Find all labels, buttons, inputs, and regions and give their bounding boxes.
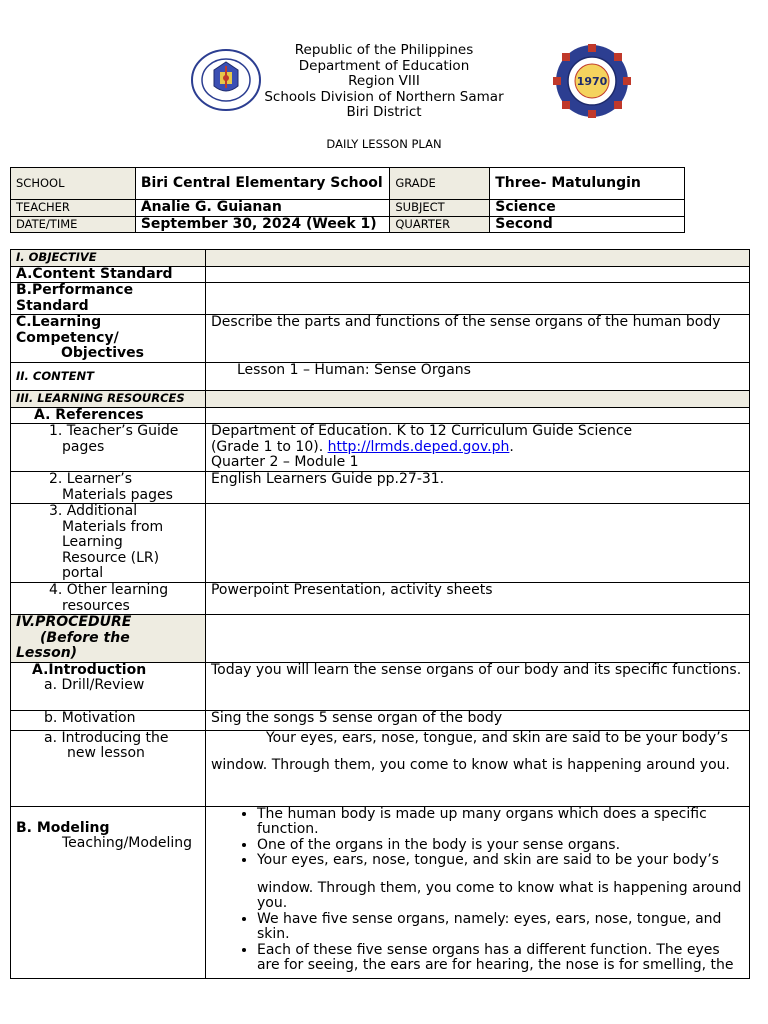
modeling-bullet: • Your eyes, ears, nose, tongue, and skin are said to be your body’s window. Through them, you come to know what is happening around you. [257,853,744,912]
header-line-department: Department of Education [298,57,470,74]
new-lesson-label: a. Introducing the new lesson [11,730,206,806]
objective-value [205,250,749,267]
content-value: Lesson 1 – Human: Sense Organs [205,363,749,391]
school-label: SCHOOL [11,168,136,200]
additional-materials-label: 3. Additional Materials from Learning Resource (LR) portal [11,504,206,583]
performance-standard-label: B.Performance Standard [11,283,206,315]
header-line-division: Schools Division of Northern Samar [264,88,504,105]
introduction-value: Today you will learn the sense organs of our body and its specific functions. [205,662,749,710]
teachers-guide-label: 1. Teacher’s Guide pages [11,424,206,472]
learning-resources-heading: III. LEARNING RESOURCES [11,391,206,408]
teachers-guide-value: Department of Education. K to 12 Curriculum Guide Science (Grade 1 to 10). http://lrmds.deped.gov.ph. Quarter 2 – Module 1 [205,424,749,472]
content-standard-value [205,266,749,283]
grade-label: GRADE [390,168,490,200]
content-heading: II. CONTENT [11,363,206,391]
seal-year: 1970 [576,75,608,88]
other-resources-label: 4. Other learning resources [11,583,206,615]
additional-materials-value [205,504,749,583]
document-header [0,43,768,121]
references-value [205,407,749,424]
learning-resources-value [205,391,749,408]
teacher-label: TEACHER [11,200,136,217]
performance-standard-value [205,283,749,315]
lesson-plan-table [10,249,750,979]
modeling-bullet: • One of the organs in the body is your sense organs. [257,838,744,854]
grade-value: Three- Matulungin [490,168,685,200]
school-value: Biri Central Elementary School [135,168,390,200]
info-table [10,167,685,233]
subject-value: Science [490,200,685,217]
teacher-value: Analie G. Guianan [135,200,390,217]
motivation-value: Sing the songs 5 sense organ of the body [205,710,749,730]
document-title: DAILY LESSON PLAN [326,137,442,151]
modeling-value [205,806,749,978]
modeling-bullet: • Each of these five sense organs has a different function. The eyes are for seeing, the ears are for hearing, the nose is for smelling, the [257,943,744,974]
quarter-value: Second [490,216,685,233]
datetime-label: DATE/TIME [11,216,136,233]
header-line-country: Republic of the Philippines [294,42,474,58]
objective-heading: I. OBJECTIVE [11,250,206,267]
header-line-region: Region VIII [348,73,420,89]
modeling-bullet: • The human body is made up many organs which does a specific function. [257,807,744,838]
lrmds-link[interactable]: http://lrmds.deped.gov.ph [327,438,510,455]
content-standard-label: A.Content Standard [11,266,206,283]
datetime-value: September 30, 2024 (Week 1) [135,216,390,233]
references-label: A. References [11,407,206,424]
learners-materials-label: 2. Learner’s Materials pages [11,472,206,504]
new-lesson-value: Your eyes, ears, nose, tongue, and skin are said to be your body’s window. Through them, you come to know what is happening around you. [205,730,749,806]
procedure-heading: IV.PROCEDURE (Before the Lesson) [11,615,206,663]
modeling-label: B. Modeling Teaching/Modeling [11,806,206,978]
procedure-value [205,615,749,663]
competency-label: C.Learning Competency/ Objectives [11,315,206,363]
modeling-bullet-list [211,807,744,974]
quarter-label: QUARTER [390,216,490,233]
introduction-label: A.Introduction a. Drill/Review [11,662,206,710]
learners-materials-value: English Learners Guide pp.27-31. [205,472,749,504]
motivation-label: b. Motivation [11,710,206,730]
modeling-bullet: • We have five sense organs, namely: eyes, ears, nose, tongue, and skin. [257,912,744,943]
subject-label: SUBJECT [390,200,490,217]
other-resources-value: Powerpoint Presentation, activity sheets [205,583,749,615]
competency-value: Describe the parts and functions of the sense organs of the human body [205,315,749,363]
header-line-district: Biri District [346,104,422,120]
